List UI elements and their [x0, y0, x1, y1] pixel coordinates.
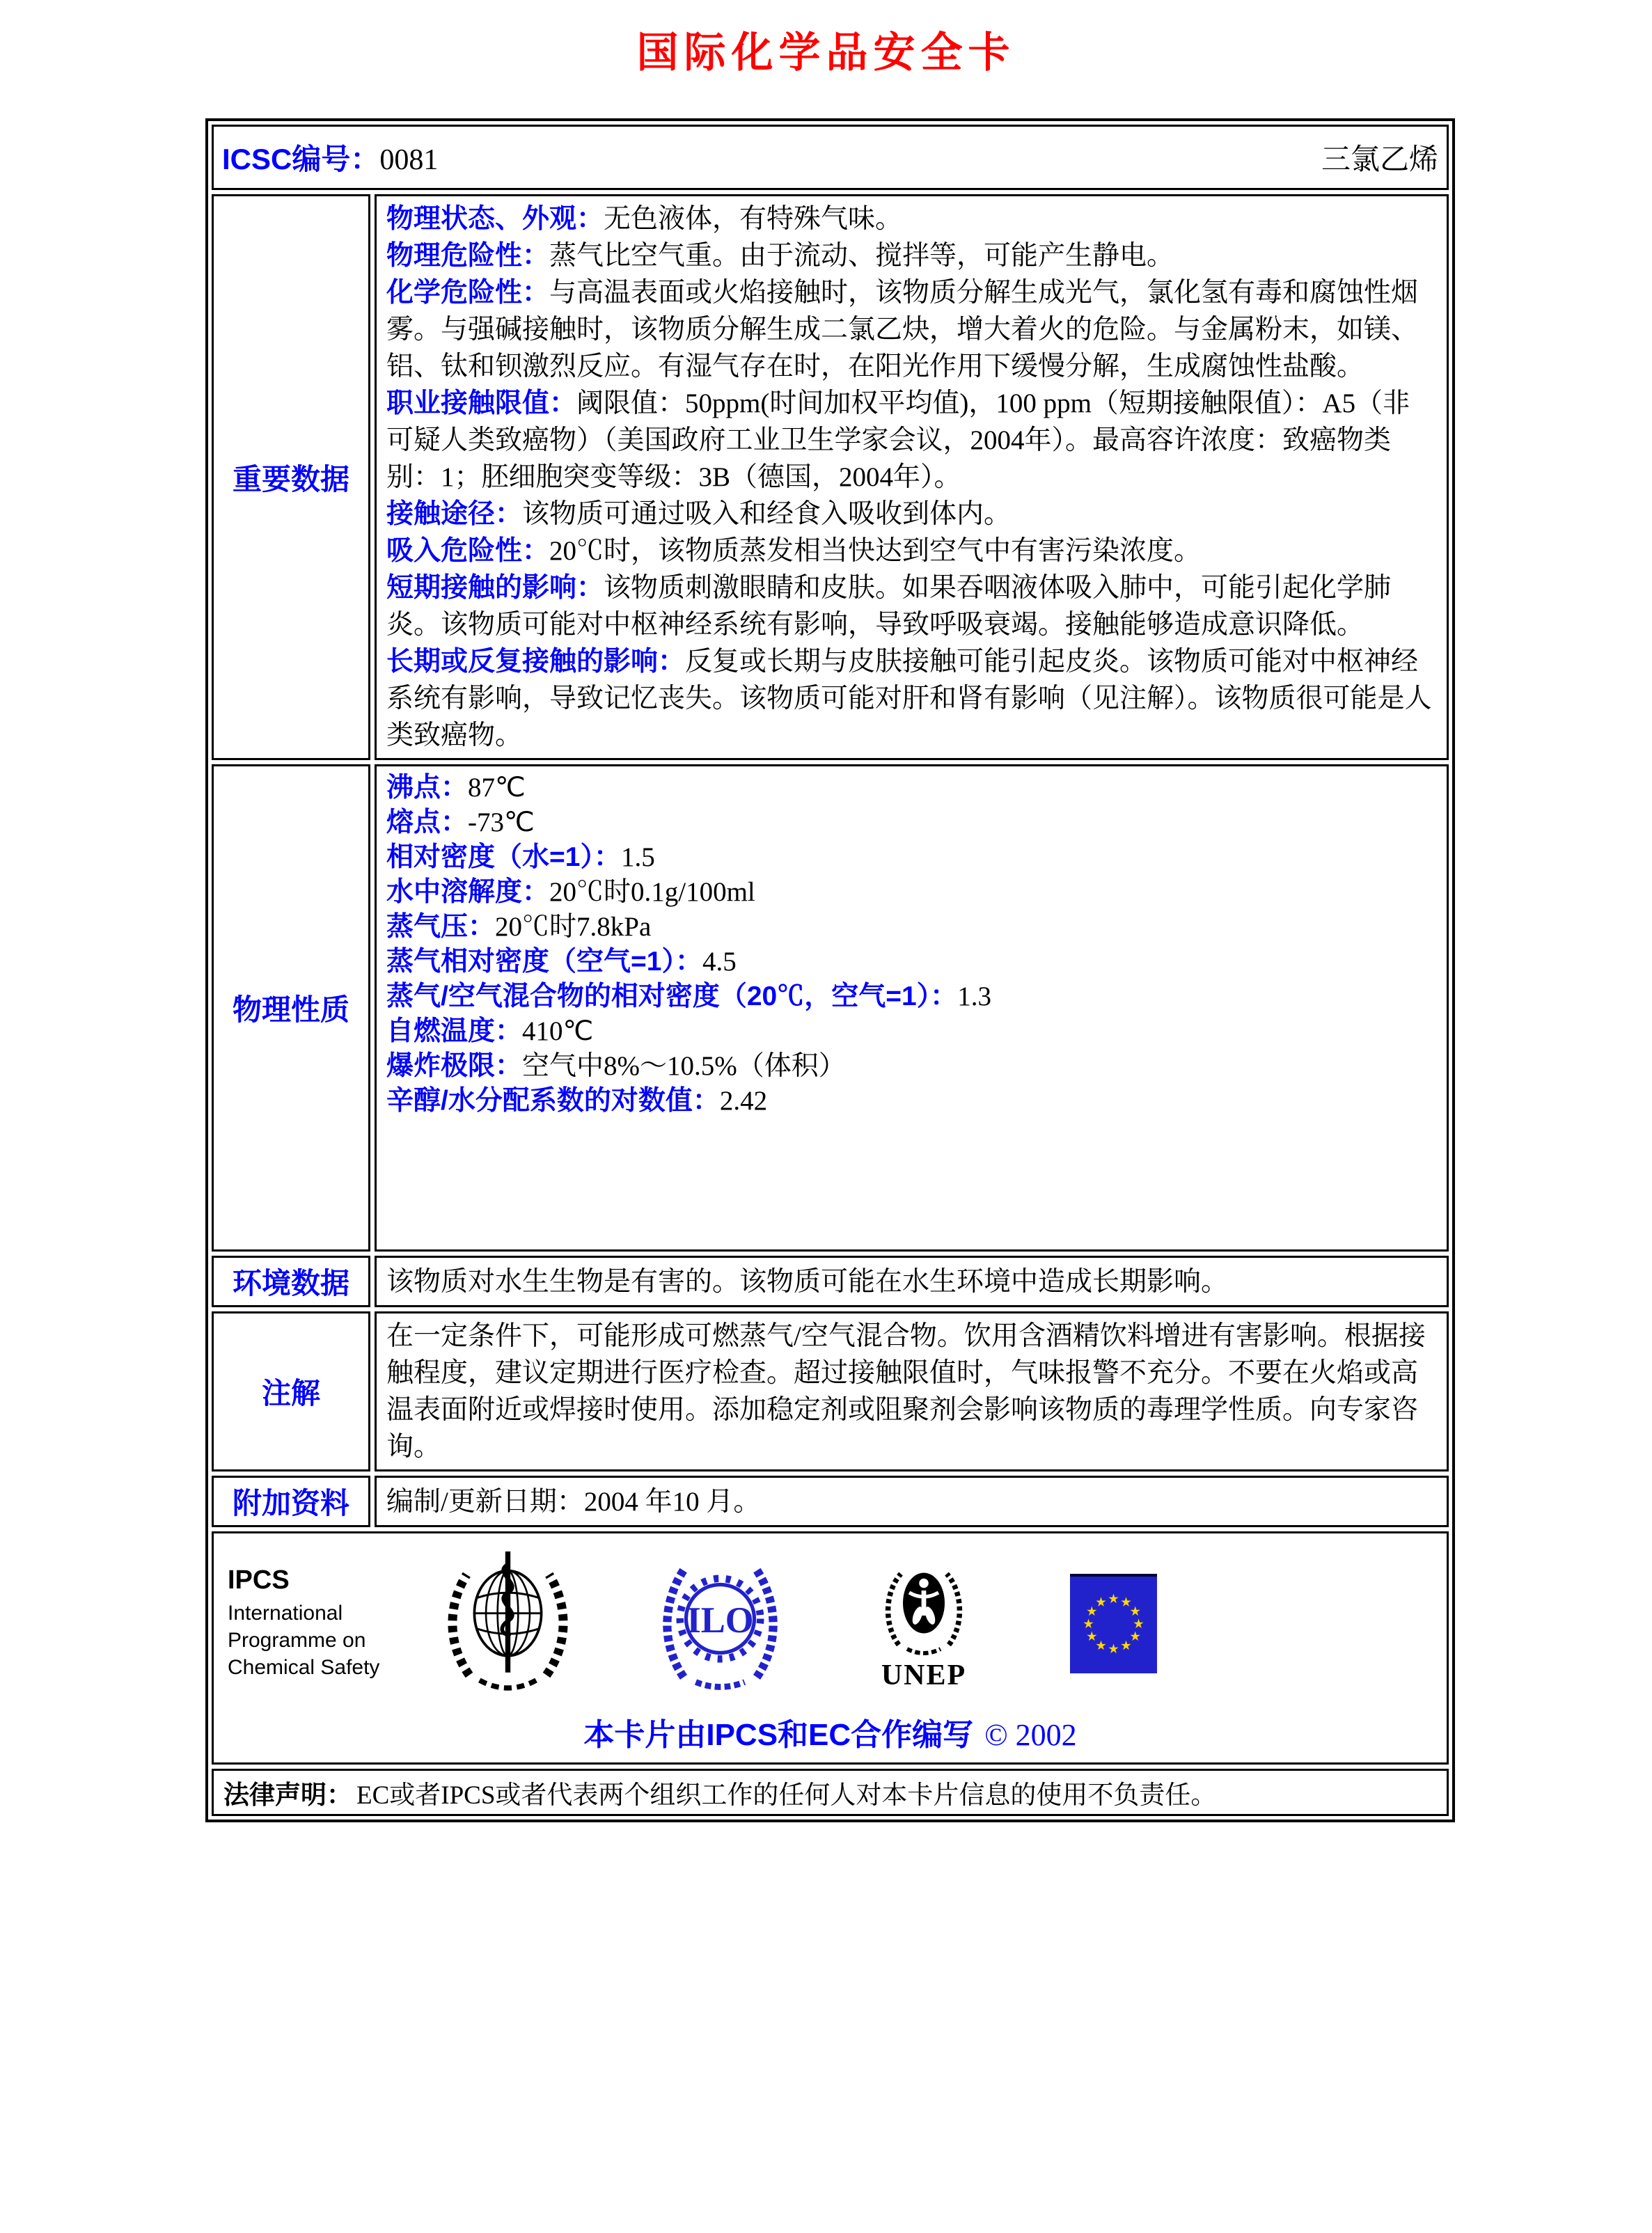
section-label-environmental-data: 环境数据 — [212, 1256, 370, 1307]
ipcs-line: International — [228, 1601, 343, 1625]
unep-logo-block — [872, 1555, 976, 1692]
footer-row — [212, 1531, 1449, 1765]
ilo-logo-text: ILO — [686, 1600, 754, 1641]
unep-logo-caption: UNEP — [881, 1659, 967, 1691]
important-data-item: 接触途径：该物质可通过吸入和经食入吸收到体内。 — [386, 499, 1012, 529]
section-label-physical-properties: 物理性质 — [212, 764, 370, 1252]
important-data-content — [375, 194, 1449, 760]
additional-info-content: 编制/更新日期：2004 年10 月。 — [375, 1476, 1449, 1527]
icsc-number-label: ICSC编号： — [222, 143, 380, 175]
legal-row — [212, 1769, 1449, 1816]
section-label-additional-info: 附加资料 — [212, 1476, 370, 1527]
physical-property-item: 自燃温度：410℃ — [386, 1016, 594, 1046]
who-logo-icon — [443, 1549, 572, 1698]
physical-property-item: 水中溶解度：20℃时0.1g/100ml — [386, 877, 755, 907]
ilo-logo-icon — [659, 1552, 781, 1695]
ipcs-title: IPCS — [228, 1565, 290, 1595]
important-data-row — [212, 194, 1449, 760]
page-title: 国际化学品安全卡 — [636, 30, 1016, 76]
legal-label: 法律声明： — [223, 1781, 352, 1809]
physical-property-item: 蒸气压：20℃时7.8kPa — [386, 912, 652, 942]
important-data-item: 物理危险性：蒸气比空气重。由于流动、搅拌等，可能产生静电。 — [386, 241, 1174, 271]
important-data-item: 长期或反复接触的影响：反复或长期与皮肤接触可能引起皮炎。该物质可能对中枢神经系统有影响，导致记忆丧失。该物质可能对肝和肾有影响（见注解）。该物质很可能是人类致癌物。 — [386, 647, 1432, 750]
legal-cell — [212, 1769, 1449, 1816]
eu-flag-icon — [1070, 1574, 1157, 1673]
additional-info-row — [212, 1476, 1449, 1527]
header-cell — [212, 125, 1449, 190]
credit-text: 本卡片由IPCS和EC合作编写 — [583, 1718, 974, 1752]
physical-property-item: 蒸气/空气混合物的相对密度（20℃，空气=1）：1.3 — [386, 981, 991, 1011]
section-label-notes: 注解 — [212, 1311, 370, 1471]
environmental-data-content: 该物质对水生生物是有害的。该物质可能在水生环境中造成长期影响。 — [375, 1256, 1449, 1307]
important-data-item: 物理状态、外观：无色液体，有特殊气味。 — [386, 204, 903, 234]
notes-row — [212, 1311, 1449, 1471]
important-data-item: 职业接触限值：阈限值：50ppm(时间加权平均值)，100 ppm（短期接触限值）：A5（非可疑人类致癌物）（美国政府工业卫生学家会议，2004年）。最高容许浓度：致癌物类别：1；胚细胞突变等级：3B（德国，2004年）。 — [386, 388, 1410, 492]
copyright-text: © 2002 — [984, 1718, 1077, 1752]
icsc-number-value: 0081 — [379, 144, 439, 176]
ipcs-logo-block — [228, 1567, 402, 1681]
ipcs-line: Programme on — [228, 1628, 366, 1652]
important-data-item: 吸入危险性：20℃时，该物质蒸发相当快达到空气中有害污染浓度。 — [386, 536, 1202, 566]
physical-property-item: 爆炸极限：空气中8%～10.5%（体积） — [386, 1051, 846, 1081]
physical-properties-row — [212, 764, 1449, 1252]
physical-property-item: 辛醇/水分配系数的对数值：2.42 — [386, 1086, 768, 1116]
logos-line — [222, 1549, 1438, 1698]
header-row — [212, 125, 1449, 190]
important-data-item: 短期接触的影响：该物质刺激眼睛和皮肤。如果吞咽液体吸入肺中，可能引起化学肺炎。该物质可能对中枢神经系统有影响，导致呼吸衰竭。接触能够造成意识降低。 — [386, 573, 1392, 640]
ipcs-line: Chemical Safety — [228, 1655, 380, 1679]
environmental-data-row — [212, 1256, 1449, 1307]
physical-property-item: 熔点：-73℃ — [386, 807, 535, 837]
important-data-item: 化学危险性：与高温表面或火焰接触时，该物质分解生成光气，氯化氢有毒和腐蚀性烟雾。与强碱接触时，该物质分解生成二氯乙炔，增大着火的危险。与金属粉末，如镁、铝、钛和钡激烈反应。有湿气存在时，在阳光作用下缓慢分解，生成腐蚀性盐酸。 — [386, 278, 1419, 381]
icsc-table — [205, 118, 1455, 1822]
physical-property-item: 蒸气相对密度（空气=1）：4.5 — [386, 947, 737, 977]
credit-line — [222, 1710, 1438, 1754]
legal-text: EC或者IPCS或者代表两个组织工作的任何人对本卡片信息的使用不负责任。 — [356, 1781, 1217, 1810]
physical-property-item: 沸点：87℃ — [386, 773, 526, 803]
physical-property-item: 相对密度（水=1）：1.5 — [386, 842, 655, 872]
icsc-number-group — [222, 136, 438, 178]
notes-content: 在一定条件下，可能形成可燃蒸气/空气混合物。饮用含酒精饮料增进有害影响。根据接触程度，建议定期进行医疗检查。超过接触限值时，气味报警不充分。不要在火焰或高温表面附近或焊接时使用。添加稳定剂或阻聚剂会影响该物质的毒理学性质。向专家咨询。 — [375, 1311, 1449, 1471]
unep-logo-icon — [872, 1555, 976, 1659]
chemical-name: 三氯乙烯 — [1321, 144, 1438, 176]
physical-properties-content — [375, 764, 1449, 1252]
footer-cell — [212, 1531, 1449, 1765]
section-label-important-data: 重要数据 — [212, 194, 370, 760]
